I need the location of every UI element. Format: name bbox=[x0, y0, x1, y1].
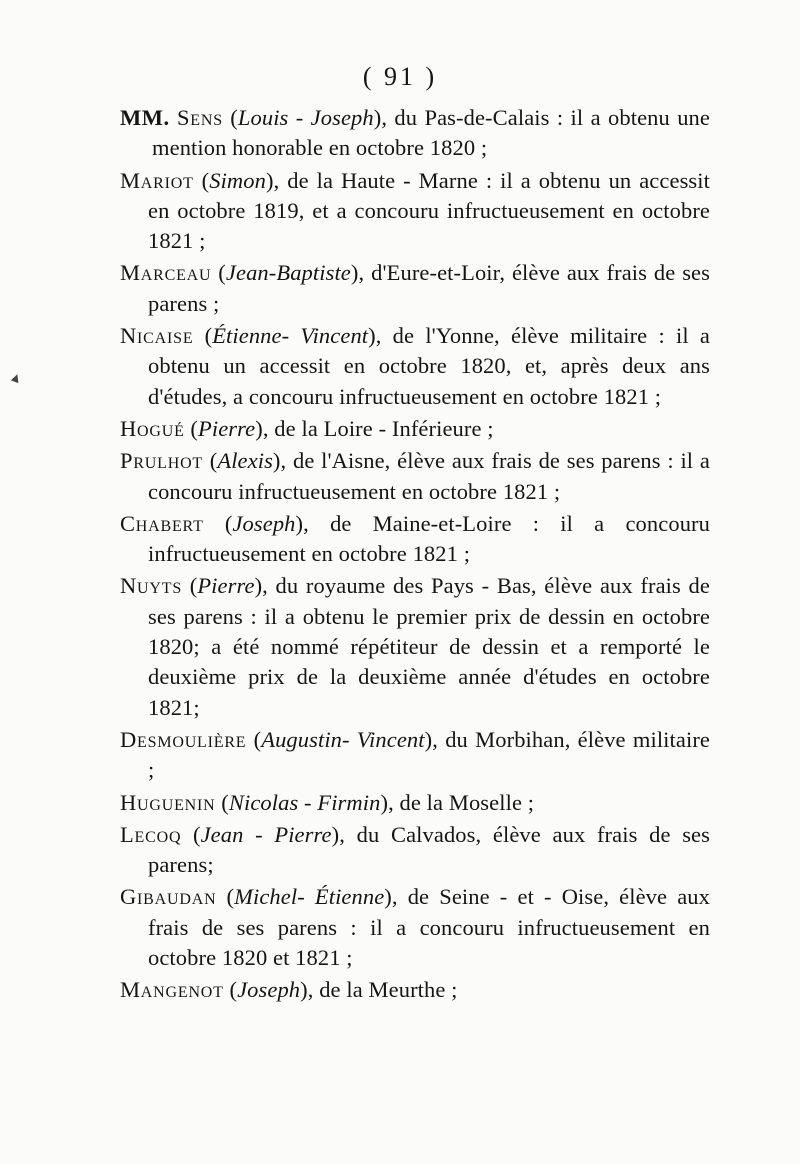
entry-details: , du royaume des Pays - Bas, élève aux frais de ses parens : il a obtenu le premier prix de dessin en octobre 1820; a été nommé répétiteur de dessin et a remporté le deuxième prix de la deuxième année d'études en octobre 1821; bbox=[148, 573, 710, 720]
page-number: ( 91 ) bbox=[362, 62, 438, 91]
entry-surname: Sens bbox=[176, 105, 223, 130]
entry-surname: Prulhot bbox=[120, 448, 203, 474]
list-entry: Nuyts (Pierre), du royaume des Pays - Bas, élève aux frais de ses parens : il a obtenu le premier prix de dessin en octobre 1820; a été nommé répétiteur de dessin et a remporté le deuxième prix de la deuxième année d'études en octobre 1821; bbox=[120, 573, 710, 720]
entry-details: , de la Loire - Inférieure ; bbox=[262, 415, 494, 441]
entry-surname: Desmoulière bbox=[120, 726, 247, 752]
entry-given-names: Augustin- Vincent bbox=[261, 726, 425, 752]
list-entry: MM. Sens (Louis - Joseph), du Pas-de-Calais : il a obtenu une mention honorable en octobre 1820 ; bbox=[120, 105, 710, 161]
entry-given-names: Jean - Pierre bbox=[200, 821, 332, 847]
list-entry: Nicaise (Étienne- Vincent), de l'Yonne, élève militaire : il a obtenu un accessit en octobre 1820, et, après deux ans d'études, a concouru infructueusement en octobre 1821 ; bbox=[120, 323, 710, 409]
entry-details: , de Seine - et - Oise, élève aux frais de ses parens : il a concouru infructueusement en octobre 1820 et 1821 ; bbox=[148, 884, 710, 971]
entry-details: , de l'Aisne, élève aux frais de ses parens : il a concouru infructueusement en octobre 1821 ; bbox=[148, 448, 710, 504]
entry-details: , du Calvados, élève aux frais de ses parens; bbox=[148, 821, 710, 878]
entry-surname: Gibaudan bbox=[120, 884, 217, 910]
entry-details: , de l'Yonne, élève militaire : il a obtenu un accessit en octobre 1820, et, après deux ans d'études, a concouru infructueusement en octobre 1821 ; bbox=[148, 323, 710, 409]
entry-details: , de la Haute - Marne : il a obtenu un accessit en octobre 1819, et a concouru infructueusement en octobre 1821 ; bbox=[148, 167, 710, 254]
entry-given-names: Jean-Baptiste bbox=[225, 260, 351, 286]
entry-details: , du Pas-de-Calais : il a obtenu une mention honorable en octobre 1820 ; bbox=[152, 105, 710, 161]
entry-details: , de Maine-et-Loire : il a concouru infructueusement en octobre 1821 ; bbox=[148, 510, 710, 567]
entry-surname: Hogué bbox=[120, 415, 185, 441]
list-entry: Chabert (Joseph), de Maine-et-Loire : il a concouru infructueusement en octobre 1821 ; bbox=[120, 510, 710, 567]
entry-given-names: Nicolas - Firmin bbox=[228, 789, 381, 815]
list-entry: Gibaudan (Michel- Étienne), de Seine - et - Oise, élève aux frais de ses parens : il a concouru infructueusement en octobre 1820 et 1821 ; bbox=[120, 884, 710, 971]
entry-given-names: Louis - Joseph bbox=[237, 105, 374, 130]
entry-surname: Marceau bbox=[120, 260, 212, 286]
entry-surname: Lecoq bbox=[120, 821, 182, 847]
list-entry: Lecoq (Jean - Pierre), du Calvados, élève aux frais de ses parens; bbox=[120, 821, 710, 878]
entry-given-names: Joseph bbox=[232, 510, 296, 536]
entry-surname: Nicaise bbox=[120, 323, 194, 349]
entry-given-names: Simon bbox=[209, 167, 266, 193]
entry-details: , de la Meurthe ; bbox=[307, 977, 458, 1003]
entry-surname: Chabert bbox=[120, 510, 204, 536]
entry-surname: Huguenin bbox=[120, 789, 216, 815]
list-entry: Hogué (Pierre), de la Loire - Inférieure ; bbox=[120, 415, 494, 441]
margin-mark bbox=[11, 373, 21, 383]
entry-given-names: Pierre bbox=[197, 573, 255, 599]
entry-details: , du Morbihan, élève militaire ; bbox=[148, 726, 710, 783]
entry-details: , de la Moselle ; bbox=[388, 789, 535, 815]
entry-surname: Mangenot bbox=[120, 977, 224, 1003]
entry-given-names: Michel- Étienne bbox=[234, 884, 385, 910]
entry-lead: MM. bbox=[120, 105, 170, 130]
entry-surname: Mariot bbox=[120, 167, 194, 193]
entry-surname: Nuyts bbox=[120, 573, 183, 599]
entry-given-names: Étienne- Vincent bbox=[212, 323, 369, 349]
entry-given-names: Alexis bbox=[217, 448, 273, 474]
list-entry: Marceau (Jean-Baptiste), d'Eure-et-Loir, élève aux frais de ses parens ; bbox=[120, 260, 711, 316]
name-list bbox=[120, 103, 710, 1008]
list-entry: Huguenin (Nicolas - Firmin), de la Moselle ; bbox=[120, 789, 535, 815]
list-entry: Mangenot (Joseph), de la Meurthe ; bbox=[120, 977, 458, 1003]
list-entry: Desmoulière (Augustin- Vincent), du Morbihan, élève militaire ; bbox=[120, 726, 710, 783]
entry-given-names: Pierre bbox=[198, 415, 256, 441]
list-entry: Mariot (Simon), de la Haute - Marne : il a obtenu un accessit en octobre 1819, et a concouru infructueusement en octobre 1821 ; bbox=[120, 167, 710, 254]
entry-given-names: Joseph bbox=[237, 977, 301, 1003]
entry-details: , d'Eure-et-Loir, élève aux frais de ses parens ; bbox=[148, 260, 711, 316]
list-entry: Prulhot (Alexis), de l'Aisne, élève aux frais de ses parens : il a concouru infructueusement en octobre 1821 ; bbox=[120, 448, 710, 504]
